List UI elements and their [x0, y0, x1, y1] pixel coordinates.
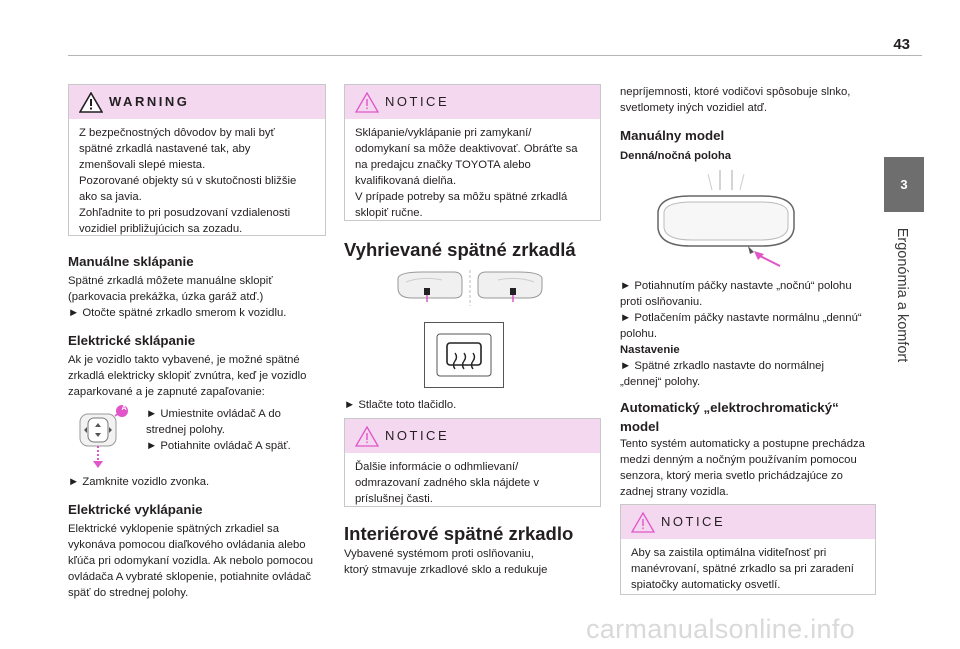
chapter-title	[888, 210, 916, 380]
text-line: odmrazovaní zadného skla nájdete v	[355, 477, 540, 489]
text-line: ► Umiestnite ovládač A do	[146, 408, 281, 420]
text-line: sklopiť ručne.	[355, 207, 423, 219]
electric-fold-heading: Elektrické sklápanie	[68, 333, 196, 348]
electric-fold-instructions	[146, 406, 291, 454]
manual-fold-text	[68, 273, 286, 321]
defrost-button[interactable]	[424, 322, 504, 388]
text-line: ► Otočte spätné zrkadlo smerom k vozidlu.	[68, 307, 287, 319]
text-line: ovládača A vybraté sklopenie, potiahnite ovládač	[68, 571, 312, 583]
heated-mirrors-heading: Vyhrievané spätné zrkadlá	[344, 239, 576, 260]
interior-mirror-continued	[620, 84, 850, 116]
text-line: zadnej strany vozidla.	[620, 486, 729, 498]
warning-box	[68, 84, 326, 236]
notice-header	[345, 419, 600, 453]
lock-vehicle-instruction: ► Zamknite vozidlo zvonka.	[68, 476, 210, 488]
text-line: Sklápanie/vyklápanie pri zamykaní/	[355, 127, 532, 139]
text-line: vozidiel približujúcich sa zozadu.	[79, 223, 243, 235]
notice-icon	[355, 426, 379, 447]
text-line: zaparkované a je zapnuté zapaľovanie:	[68, 386, 265, 398]
manual-fold-heading: Manuálne sklápanie	[68, 254, 194, 269]
text-line: proti oslňovaniu.	[620, 296, 703, 308]
manual-model-text	[620, 278, 862, 390]
chapter-tab[interactable]: 3	[884, 157, 924, 212]
warning-icon	[79, 92, 103, 113]
text-line: ktorý stmavuje zrkadlové sklo a redukuje	[344, 564, 548, 576]
text-line: kvalifikovaná dielňa.	[355, 175, 457, 187]
heading-line: Automatický „elektrochromatický“	[620, 400, 839, 415]
text-line: Ak je vozidlo takto vybavené, je možné spätné	[68, 354, 300, 366]
setting-label: Nastavenie	[620, 344, 680, 356]
notice-text	[621, 539, 875, 599]
rear-defrost-icon	[425, 323, 503, 387]
text-line: senzora, ktorý meria svetlo prichádzajúce zo	[620, 470, 843, 482]
text-line: kľúča pri odomykaní vozidla. Ak nebolo pomocou	[68, 555, 314, 567]
page-number: 43	[893, 36, 910, 53]
interior-mirror-heading: Interiérové spätné zrkadlo	[344, 523, 574, 544]
notice-text	[345, 453, 600, 513]
text-line: vykonáva pomocou diaľkového ovládania alebo	[68, 539, 306, 551]
text-line: ► Potiahnite ovládač A späť.	[146, 440, 291, 452]
auto-model-heading	[620, 398, 839, 436]
warning-header	[69, 85, 325, 119]
heading-line: model	[620, 419, 660, 434]
text-line: Ďalšie informácie o odhmlievaní/	[355, 461, 519, 473]
text-line: ► Potiahnutím páčky nastavte „nočnú“ polohu	[620, 280, 852, 292]
notice-box-reverse	[620, 504, 876, 595]
text-line: strednej polohy.	[146, 424, 225, 436]
header-divider	[68, 55, 922, 56]
text-line: ako sa javia.	[79, 191, 142, 203]
notice-box-folding	[344, 84, 601, 221]
electric-fold-text	[68, 352, 306, 400]
side-mirrors-illustration	[392, 268, 548, 308]
text-line: ► Potlačením páčky nastavte normálnu „dennú“	[620, 312, 862, 324]
warning-title: WARNING	[109, 94, 190, 109]
electric-unfold-text	[68, 521, 313, 601]
text-line: príslušnej časti.	[355, 493, 433, 505]
text-line: medzi denným a nočným používaním pomocou	[620, 454, 857, 466]
notice-icon	[355, 92, 379, 113]
text-line: V prípade potreby sa môžu spätné zrkadlá	[355, 191, 568, 203]
notice-text	[345, 119, 600, 227]
text-line: ► Spätné zrkadlo nastavte do normálnej	[620, 360, 824, 372]
manual-model-heading: Manuálny model	[620, 128, 725, 143]
text-line: Tento systém automaticky a postupne prechádza	[620, 438, 865, 450]
text-line: svetlomety iných vozidiel atď.	[620, 102, 767, 114]
text-line: Spätné zrkadlá môžete manuálne sklopiť	[68, 275, 273, 287]
warning-text	[69, 119, 325, 243]
chapter-title-text: Ergonómia a komfort	[894, 227, 910, 363]
text-line: polohu.	[620, 328, 658, 340]
text-line: zrkadlá elektricky sklopiť zvnútra, keď je vozidlo	[68, 370, 307, 382]
text-line: Pozorované objekty sú v skutočnosti bližšie	[79, 175, 297, 187]
auto-model-text	[620, 436, 865, 500]
text-line: (parkovacia prekážka, úzka garáž atď.)	[68, 291, 264, 303]
day-night-heading: Denná/nočná poloha	[620, 150, 732, 162]
text-line: spätné zrkadlá nastavené tak, aby	[79, 143, 251, 155]
text-line: Zohľadnite to pri posudzovaní vzdialenosti	[79, 207, 291, 219]
mirror-control-illustration	[74, 404, 130, 470]
watermark: carmanualsonline.info	[586, 614, 855, 644]
text-line: odomykaní sa môže deaktivovať. Obráťte sa	[355, 143, 578, 155]
text-line: Aby sa zaistila optimálna viditeľnosť pri	[631, 547, 827, 559]
notice-title: NOTICE	[385, 428, 450, 443]
notice-header	[621, 505, 875, 539]
notice-icon	[631, 512, 655, 533]
text-line: Z bezpečnostných dôvodov by mali byť	[79, 127, 275, 139]
rearview-mirror-illustration	[650, 166, 800, 274]
text-line: Elektrické vyklopenie spätných zrkadiel sa	[68, 523, 279, 535]
notice-box-defrost	[344, 418, 601, 507]
notice-title: NOTICE	[661, 514, 726, 529]
control-label-a: A	[121, 405, 127, 412]
heated-instruction: ► Stlačte toto tlačidlo.	[344, 399, 457, 411]
electric-unfold-heading: Elektrické vyklápanie	[68, 502, 203, 517]
notice-header	[345, 85, 600, 119]
text-line: „dennej“ polohy.	[620, 376, 701, 388]
text-line: nepríjemnosti, ktoré vodičovi spôsobuje slnko,	[620, 86, 851, 98]
notice-title: NOTICE	[385, 94, 450, 109]
text-line: Vybavené systémom proti oslňovaniu,	[344, 548, 534, 560]
text-line: na predajcu značky TOYOTA alebo	[355, 159, 531, 171]
text-line: zmenšovali slepé miesta.	[79, 159, 206, 171]
text-line: späť do strednej polohy.	[68, 587, 189, 599]
interior-mirror-text	[344, 546, 547, 578]
text-line: manévrovaní, spätné zrkadlo sa pri zaradení	[631, 563, 854, 575]
text-line: spiatočky automaticky osvetlí.	[631, 579, 781, 591]
